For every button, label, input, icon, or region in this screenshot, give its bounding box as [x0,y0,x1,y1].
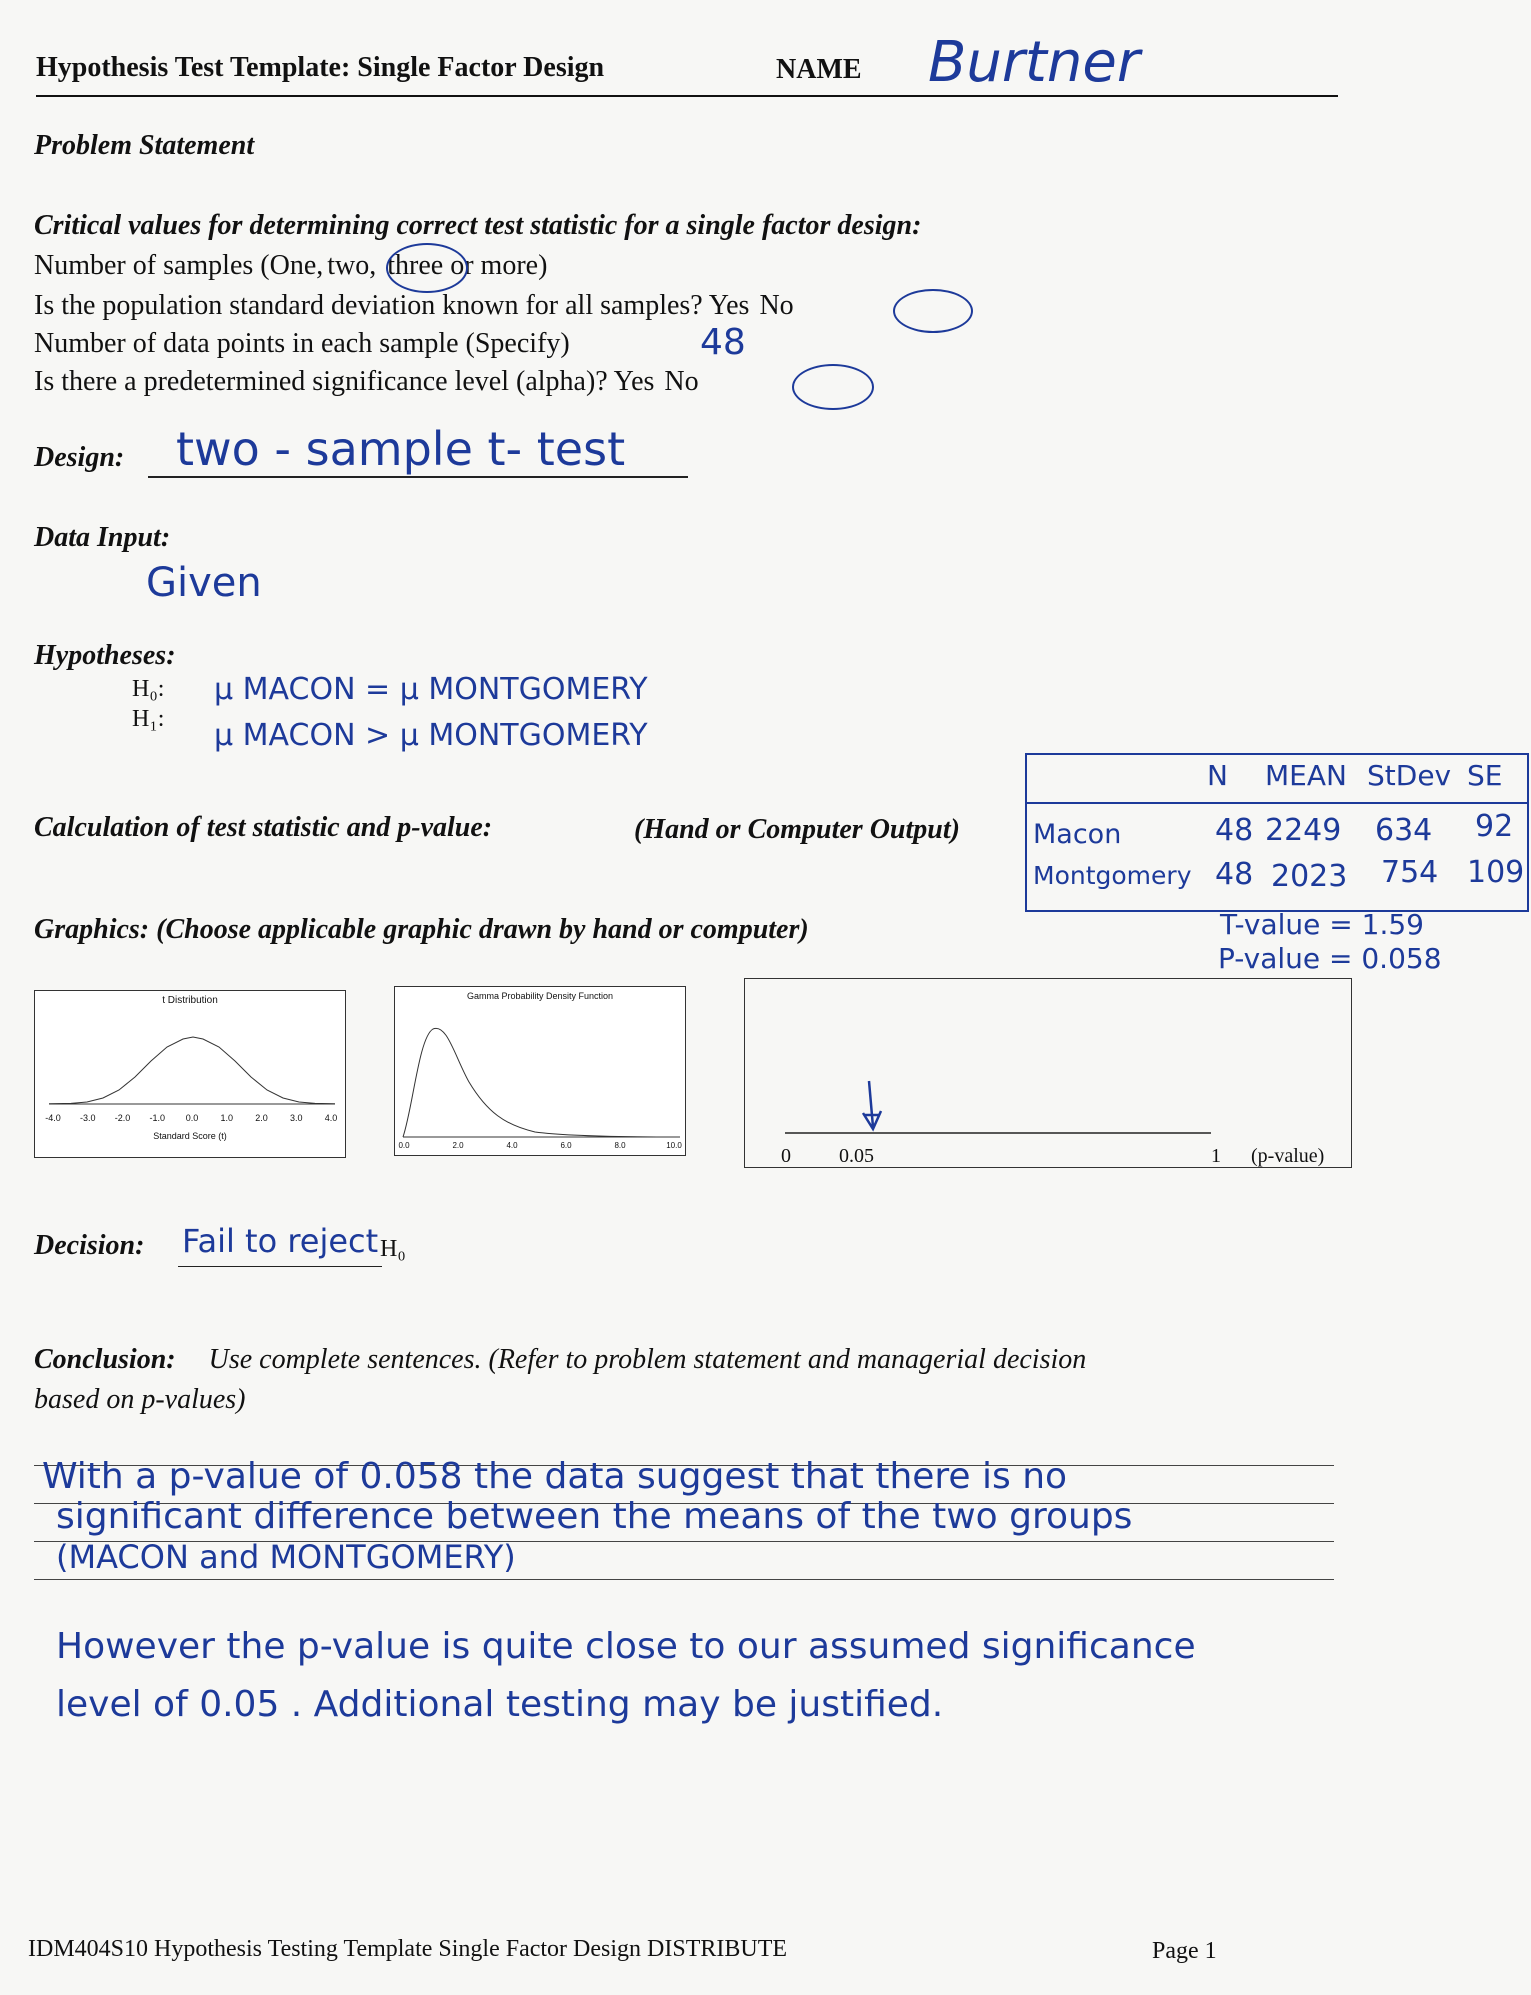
footer-page-number: Page 1 [1152,1938,1217,1964]
decision-suffix: H₀ [380,1236,406,1262]
gamma-curve [403,1028,680,1137]
conclusion-instruction-2: based on p-values) [34,1384,246,1415]
conclusion-instruction: Use complete sentences. (Refer to problem statement and managerial decision [208,1344,1087,1375]
gamma-chart-tick-label: 0.0 [398,1141,410,1150]
decision-underline [178,1266,382,1267]
design-underline [148,476,688,478]
t-value[interactable]: T-value = 1.59 [1220,908,1424,941]
stdev-prefix: Is the population standard deviation known for all samples? Yes [34,290,750,321]
t-chart-title: t Distribution [162,995,218,1006]
samples-question [34,250,547,282]
data-input-value[interactable]: Given [146,560,262,606]
name-label: NAME [776,54,862,85]
gamma-chart-tick-label: 2.0 [452,1141,464,1150]
document-title: Hypothesis Test Template: Single Factor Design [36,52,605,83]
decision-value[interactable]: Fail to reject [182,1222,379,1260]
gamma-chart-tick-label: 6.0 [560,1141,572,1150]
stats-row-macon-se: 92 [1475,809,1514,844]
t-chart-tick-label: -4.0 [45,1113,61,1123]
h1-value[interactable]: μ MACON > μ MONTGOMERY [214,718,648,753]
design-label: Design: [34,442,125,473]
conclusion-line-1[interactable]: With a p-value of 0.058 the data suggest that there is no [42,1456,1068,1497]
gamma-chart-tick-label: 10.0 [666,1141,682,1150]
stats-header-stdev: StDev [1367,759,1452,792]
gamma-chart-tick-label: 4.0 [506,1141,518,1150]
gamma-chart-title: Gamma Probability Density Function [466,991,614,1001]
conclusion-line-2[interactable]: significant difference between the means of the two groups [56,1496,1133,1537]
stats-row-montgomery-n: 48 [1215,857,1254,892]
conclusion-label: Conclusion: [34,1344,176,1375]
t-chart-xlabel: Standard Score (t) [153,1131,227,1141]
pvalue-tick-1: 1 [1211,1145,1221,1167]
decision-label: Decision: [34,1230,145,1261]
stats-row-montgomery-se: 109 [1467,855,1525,890]
stats-row-montgomery-mean: 2023 [1271,859,1348,894]
conclusion-line-3[interactable]: (MACON and MONTGOMERY) [56,1538,516,1576]
conclusion-heading [34,1344,1086,1376]
gamma-chart-tick-label: 8.0 [614,1141,626,1150]
stats-row-montgomery-stdev: 754 [1381,855,1439,890]
title-rule [36,95,1338,97]
pvalue-svg [745,979,1351,1167]
hypotheses-label: Hypotheses: [34,640,176,671]
t-chart-tick-label: 4.0 [324,1113,338,1123]
selection-circle [386,243,468,293]
stdev-selected[interactable]: No [759,290,794,321]
pvalue-tick-0: 0 [781,1145,791,1167]
gamma-chart-svg [395,987,685,1155]
pvalue-number-line-chart [744,978,1352,1168]
t-chart-tick-label: -2.0 [114,1113,131,1123]
pvalue-axis-label: (p-value) [1251,1145,1325,1167]
alpha-question [34,366,709,398]
selection-circle [792,364,874,410]
data-points-answer[interactable]: 48 [700,322,746,363]
t-chart-tick-label: 1.0 [220,1113,233,1123]
output-label: (Hand or Computer Output) [634,814,960,845]
conclusion-extra-line-2[interactable]: level of 0.05 . Additional testing may be justified. [56,1684,944,1725]
conclusion-extra-line-1[interactable]: However the p-value is quite close to our assumed significance [56,1626,1196,1667]
t-curve [49,1037,335,1104]
stats-row-montgomery-name: Montgomery [1033,861,1192,890]
pvalue-tick-alpha: 0.05 [839,1145,874,1167]
design-value[interactable]: two - sample t- test [176,422,626,476]
stats-row-macon-stdev: 634 [1375,813,1433,848]
samples-suffix: three or more) [380,250,548,281]
stats-row-macon-name: Macon [1033,819,1122,850]
t-chart-tick-label: -1.0 [149,1113,165,1123]
pvalue-arrow-icon [863,1081,881,1129]
data-input-label: Data Input: [34,522,171,553]
alpha-prefix: Is there a predetermined significance level (alpha)? Yes [34,366,655,397]
t-chart-tick-label: -3.0 [79,1113,96,1123]
p-value[interactable]: P-value = 0.058 [1218,942,1442,975]
stats-header-n: N [1207,759,1228,792]
t-chart-tick-label: 2.0 [255,1113,268,1123]
stats-header-mean: MEAN [1265,759,1347,792]
calculation-label: Calculation of test statistic and p-value: [34,812,493,843]
stats-header-se: SE [1467,759,1503,792]
t-chart-tick-label: 3.0 [289,1113,303,1123]
selection-circle [893,289,973,333]
stats-row-macon-n: 48 [1215,813,1254,848]
t-chart-tick-label: 0.0 [185,1113,199,1123]
gamma-chart [394,986,686,1156]
footer-doc-id: IDM404S10 Hypothesis Testing Template Single Factor Design DISTRIBUTE [28,1936,788,1962]
t-distribution-chart [34,990,346,1158]
stats-table-rule [1027,802,1527,804]
stats-row-macon-mean: 2249 [1265,813,1342,848]
graphics-label: Graphics: (Choose applicable graphic drawn by hand or computer) [34,914,809,945]
conclusion-rule-4 [34,1579,1334,1580]
name-value[interactable]: Burtner [928,30,1140,95]
stdev-question [34,290,804,322]
h0-value[interactable]: μ MACON = μ MONTGOMERY [214,672,648,707]
samples-prefix: Number of samples (One, [34,250,324,281]
data-points-question: Number of data points in each sample (Specify) [34,328,570,359]
h0-label: H₀: [132,676,165,702]
samples-selected[interactable]: two, [327,250,377,281]
alpha-selected[interactable]: No [664,366,699,397]
problem-statement-label: Problem Statement [34,130,255,161]
h1-label: H₁: [132,706,165,732]
critical-values-heading: Critical values for determining correct test statistic for a single factor design: [34,210,922,241]
stats-table-box [1025,753,1529,912]
